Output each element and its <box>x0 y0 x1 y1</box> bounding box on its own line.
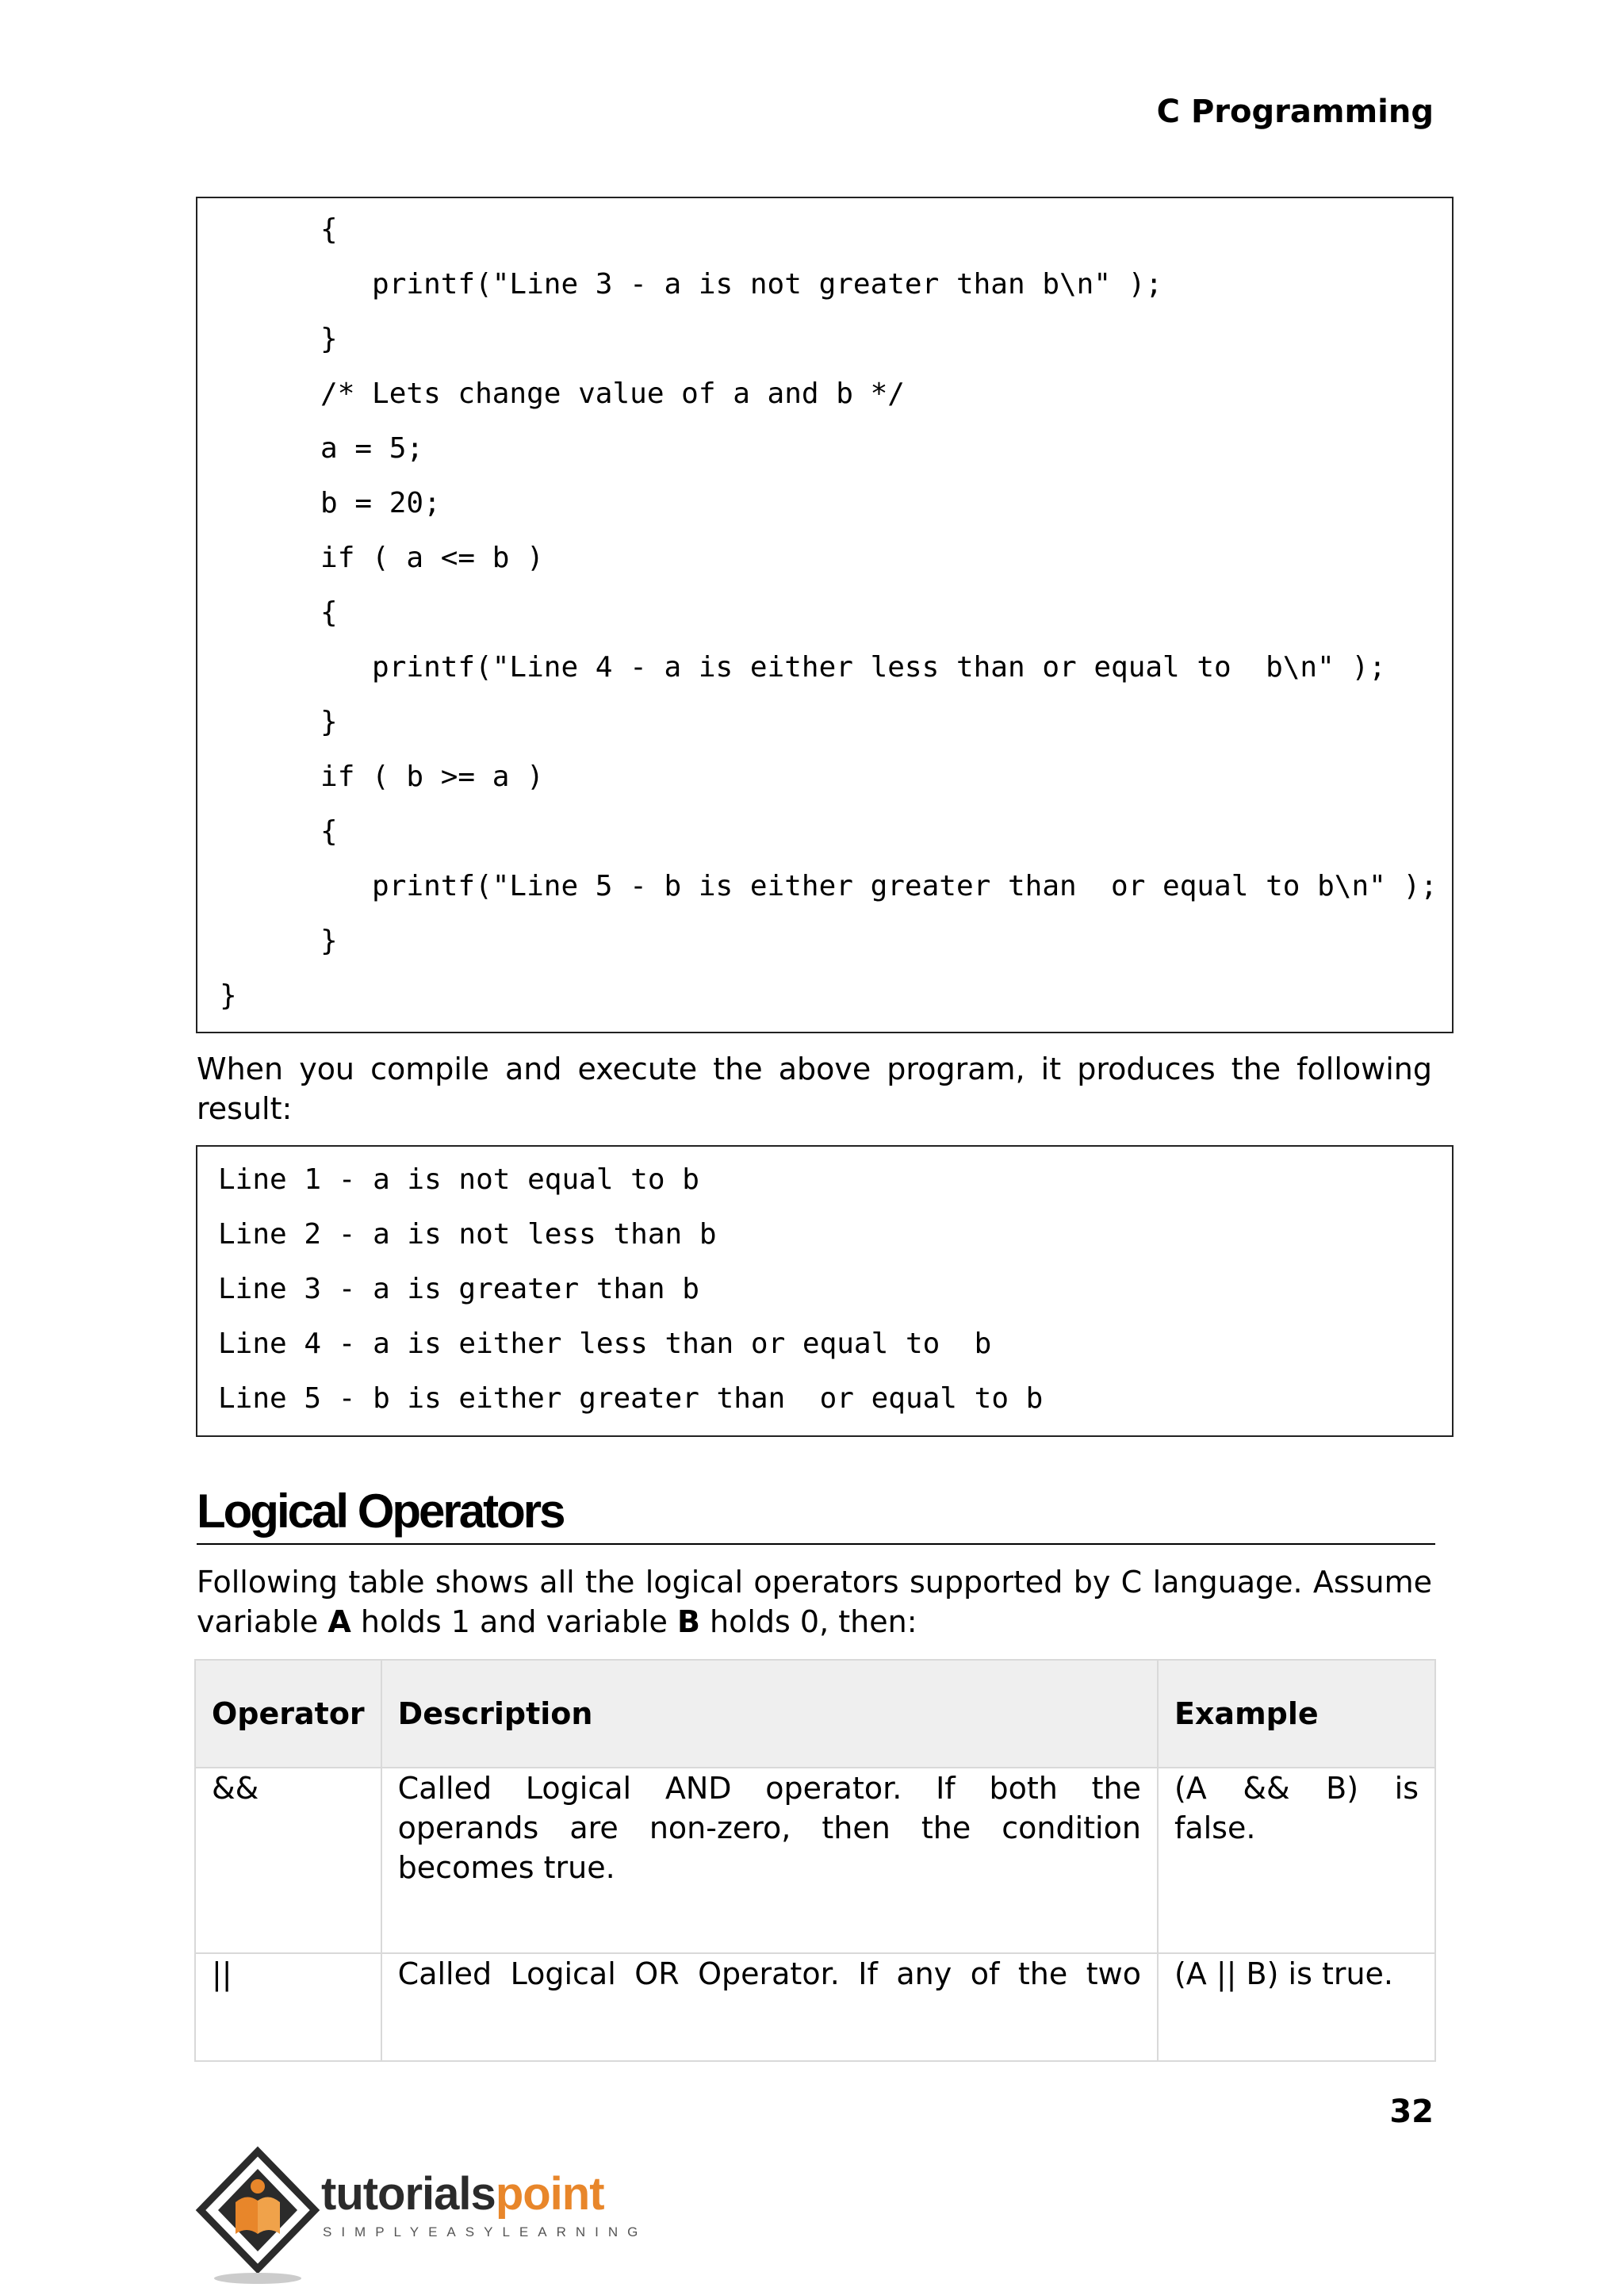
table-row <box>195 1953 1435 2061</box>
operator-cell: || <box>195 1953 381 2061</box>
tutorialspoint-logo <box>194 2145 648 2288</box>
output-line: Line 5 - b is either greater than or equal to b <box>218 1382 1044 1415</box>
output-line: Line 1 - a is not equal to b <box>218 1163 699 1196</box>
logo-tagline: SIMPLYEASYLEARNING <box>323 2224 648 2239</box>
example-cell: (A || B) is true. <box>1158 1953 1435 2061</box>
output-line: Line 2 - a is not less than b <box>218 1218 717 1251</box>
page-number: 32 <box>1389 2094 1434 2130</box>
logo-diamond-icon <box>194 2145 321 2288</box>
code-line: printf("Line 4 - a is either less than or equal to b\n" ); <box>269 651 1386 684</box>
intro-text: holds 1 and variable <box>350 1604 677 1639</box>
variable-b: B <box>676 1604 700 1639</box>
code-block-output <box>196 1145 1454 1437</box>
intro-text: holds 0, then: <box>699 1604 917 1639</box>
code-line: } <box>269 925 338 957</box>
output-line: Line 4 - a is either less than or equal to b <box>218 1328 992 1360</box>
code-line: } <box>220 979 237 1012</box>
code-line: if ( a <= b ) <box>269 542 544 574</box>
code-line: { <box>269 213 338 246</box>
table-row <box>195 1768 1435 1953</box>
code-line: /* Lets change value of a and b */ <box>269 377 905 410</box>
code-line: printf("Line 3 - a is not greater than b\n" ); <box>269 268 1163 301</box>
code-line: } <box>269 323 338 355</box>
variable-a: A <box>327 1604 351 1639</box>
result-intro-line: result: <box>197 1091 293 1126</box>
logo-word-point: point <box>495 2168 604 2220</box>
code-line: } <box>269 706 338 738</box>
running-header-title: C Programming <box>1156 94 1434 130</box>
logical-intro-line: Following table shows all the logical operators supported by C language. Assume <box>197 1565 1432 1600</box>
code-line: printf("Line 5 - b is either greater than or equal to b\n" ); <box>269 870 1438 902</box>
description-cell: Called Logical OR Operator. If any of the two <box>381 1953 1158 2061</box>
example-cell: (A && B) is false. <box>1158 1768 1435 1953</box>
logo-word-tutorials: tutorials <box>321 2168 496 2220</box>
result-intro-line: When you compile and execute the above program, it produces the following <box>197 1052 1432 1086</box>
code-line: { <box>269 815 338 848</box>
logical-intro-paragraph <box>197 1562 1432 1642</box>
operator-cell: && <box>195 1768 381 1953</box>
output-line: Line 3 - a is greater than b <box>218 1273 699 1305</box>
code-line: b = 20; <box>269 487 441 519</box>
column-header-example: Example <box>1158 1660 1435 1768</box>
result-intro-paragraph <box>197 1049 1432 1128</box>
code-block-program <box>196 197 1454 1033</box>
logical-intro-line <box>197 1602 1432 1642</box>
code-line: { <box>269 596 338 629</box>
logo-wordmark <box>321 2167 604 2220</box>
code-line: if ( b >= a ) <box>269 761 544 793</box>
code-line: a = 5; <box>269 432 424 465</box>
column-header-operator: Operator <box>195 1660 381 1768</box>
logical-operators-table <box>194 1659 1436 2062</box>
description-cell: Called Logical AND operator. If both the operands are non-zero, then the condition becomes true. <box>381 1768 1158 1953</box>
column-header-description: Description <box>381 1660 1158 1768</box>
intro-text: variable <box>197 1604 328 1639</box>
section-heading: Logical Operators <box>197 1483 1435 1545</box>
table-header-row <box>195 1660 1435 1768</box>
